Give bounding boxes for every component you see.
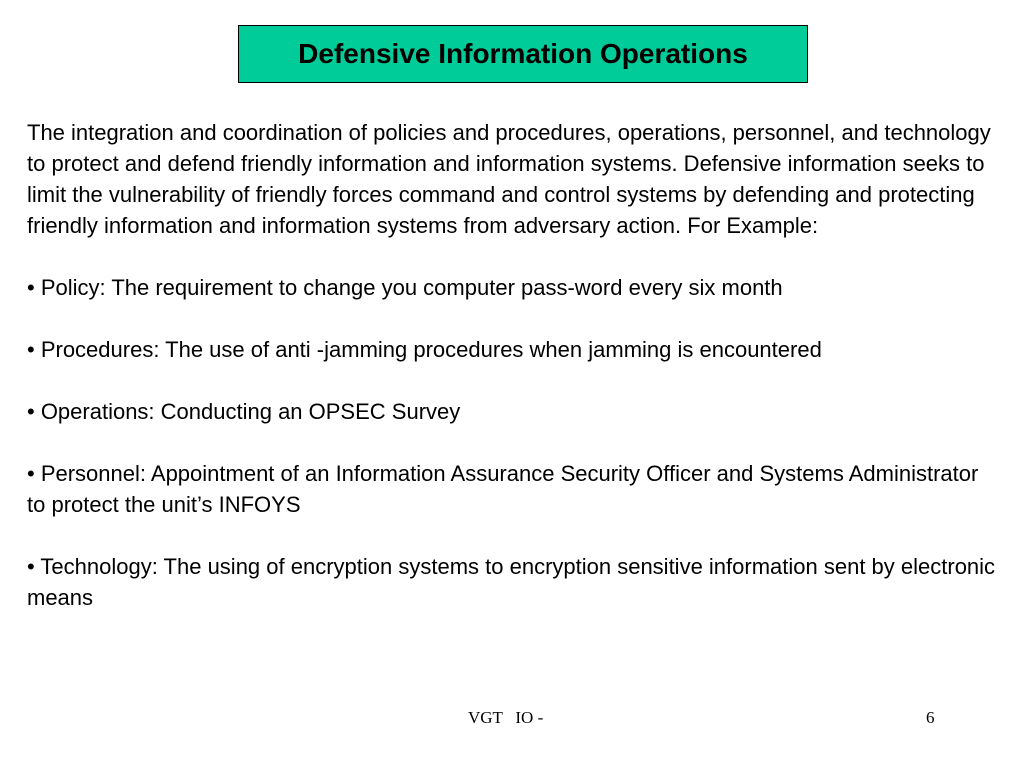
slide-title: Defensive Information Operations [298,38,748,69]
intro-paragraph: The integration and coordination of policies and procedures, operations, personnel, and technology to protect and defend friendly information and information systems. Defensive information seeks to limit the vulnerability of friendly forces command and control systems by defending and protecting friendly information and information systems from adversary action. For Example: [27,120,991,238]
bullet-personnel: • Personnel: Appointment of an Information Assurance Security Officer and Systems Administrator to protect the unit’s INFOYS [27,461,979,517]
bullet-policy: • Policy: The requirement to change you computer pass-word every six month [27,275,783,300]
slide-body [27,117,1002,644]
bullet-procedures: • Procedures: The use of anti -jamming procedures when jamming is encountered [27,337,822,362]
title-box [238,25,808,83]
bullet-operations: • Operations: Conducting an OPSEC Survey [27,399,461,424]
footer-label: VGT IO - [468,708,544,727]
page-number: 6 [926,708,935,727]
bullet-technology: • Technology: The using of encryption systems to encryption sensitive information sent by electronic means [27,554,996,610]
